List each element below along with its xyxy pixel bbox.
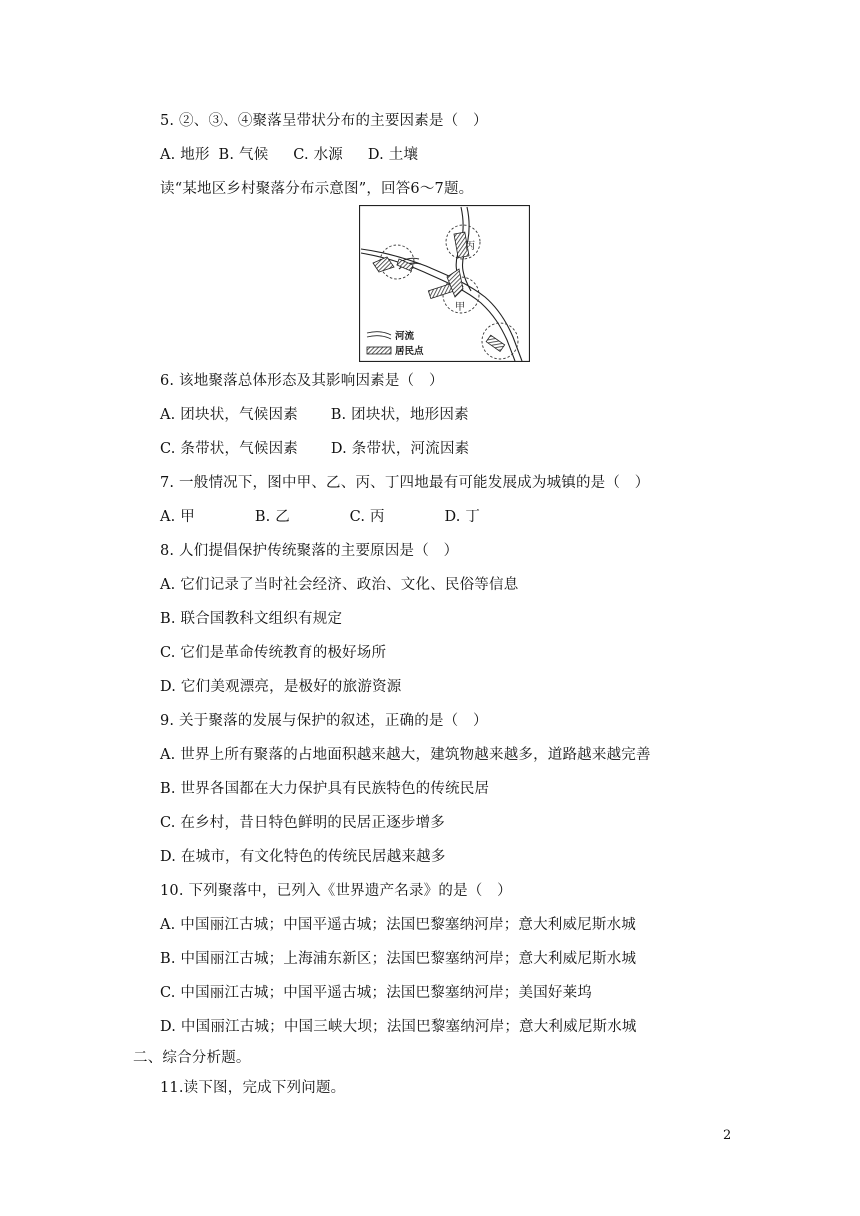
q6-option-c: C. 条带状，气候因素 [160, 441, 298, 457]
q7-option-b: B. 乙 [254, 509, 290, 525]
q7-option-c: C. 丙 [349, 509, 385, 525]
label-bing: 丙 [465, 241, 475, 252]
q5-option-b: B. 气候 [218, 147, 269, 163]
q8-option-c: C. 它们是革命传统教育的极好场所 [160, 645, 387, 661]
q6-options-row2 [160, 439, 469, 459]
map-frame [360, 206, 530, 362]
q5-options [160, 145, 418, 165]
legend-river-label: 河流 [395, 331, 415, 342]
q6-option-a: A. 团块状，气候因素 [160, 407, 298, 423]
legend-settlement-label: 居民点 [395, 346, 424, 357]
q8-option-a: A. 它们记录了当时社会经济、政治、文化、民俗等信息 [160, 577, 519, 593]
q6-options-row1 [160, 405, 469, 425]
q9-option-b: B. 世界各国都在大力保护具有民族特色的传统民居 [160, 781, 490, 797]
q7-option-a: A. 甲 [160, 509, 195, 525]
q5-option-d: D. 土壤 [367, 147, 419, 163]
q5-stem: 5. ②、③、④聚落呈带状分布的主要因素是（ ） [160, 113, 488, 129]
q10-option-a: A. 中国丽江古城；中国平遥古城；法国巴黎塞纳河岸；意大利威尼斯水城 [160, 917, 636, 933]
settlement-map [359, 205, 530, 362]
q10-option-d: D. 中国丽江古城；中国三峡大坝；法国巴黎塞纳河岸；意大利威尼斯水城 [160, 1019, 637, 1035]
q10-option-b: B. 中国丽江古城；上海浦东新区；法国巴黎塞纳河岸；意大利威尼斯水城 [160, 951, 637, 967]
page-number: 2 [723, 1128, 732, 1143]
q9-option-d: D. 在城市，有文化特色的传统民居越来越多 [160, 849, 446, 865]
q9-option-c: C. 在乡村，昔日特色鲜明的民居正逐步增多 [160, 815, 445, 831]
q6-stem: 6. 该地聚落总体形态及其影响因素是（ ） [160, 373, 444, 389]
q9-stem: 9. 关于聚落的发展与保护的叙述，正确的是（ ） [160, 713, 488, 729]
q9-option-a: A. 世界上所有聚落的占地面积越来越大，建筑物越来越多，道路越来越完善 [160, 747, 651, 763]
q8-option-d: D. 它们美观漂亮，是极好的旅游资源 [160, 679, 402, 695]
q5-option-a: A. 地形 [160, 147, 210, 163]
q11-stem: 11.读下图，完成下列问题。 [160, 1080, 346, 1096]
q6-option-b: B. 团块状，地形因素 [330, 407, 469, 423]
q7-options [160, 507, 480, 527]
q10-stem: 10. 下列聚落中，已列入《世界遗产名录》的是（ ） [160, 883, 512, 899]
q7-stem: 7. 一般情况下，图中甲、乙、丙、丁四地最有可能发展成为城镇的是（ ） [160, 475, 650, 491]
q8-option-b: B. 联合国教科文组织有规定 [160, 611, 343, 627]
q5-option-c: C. 水源 [293, 147, 343, 163]
intro-6-7: 读“某地区乡村聚落分布示意图”，回答6～7题。 [160, 181, 474, 197]
q6-option-d: D. 条带状，河流因素 [330, 441, 470, 457]
q8-stem: 8. 人们提倡保护传统聚落的主要原因是（ ） [160, 543, 459, 559]
q10-option-c: C. 中国丽江古城；中国平遥古城；法国巴黎塞纳河岸；美国好莱坞 [160, 985, 592, 1001]
section-heading: 二、综合分析题。 [133, 1050, 251, 1066]
label-jia: 甲 [455, 302, 465, 313]
q7-option-d: D. 丁 [444, 509, 481, 525]
